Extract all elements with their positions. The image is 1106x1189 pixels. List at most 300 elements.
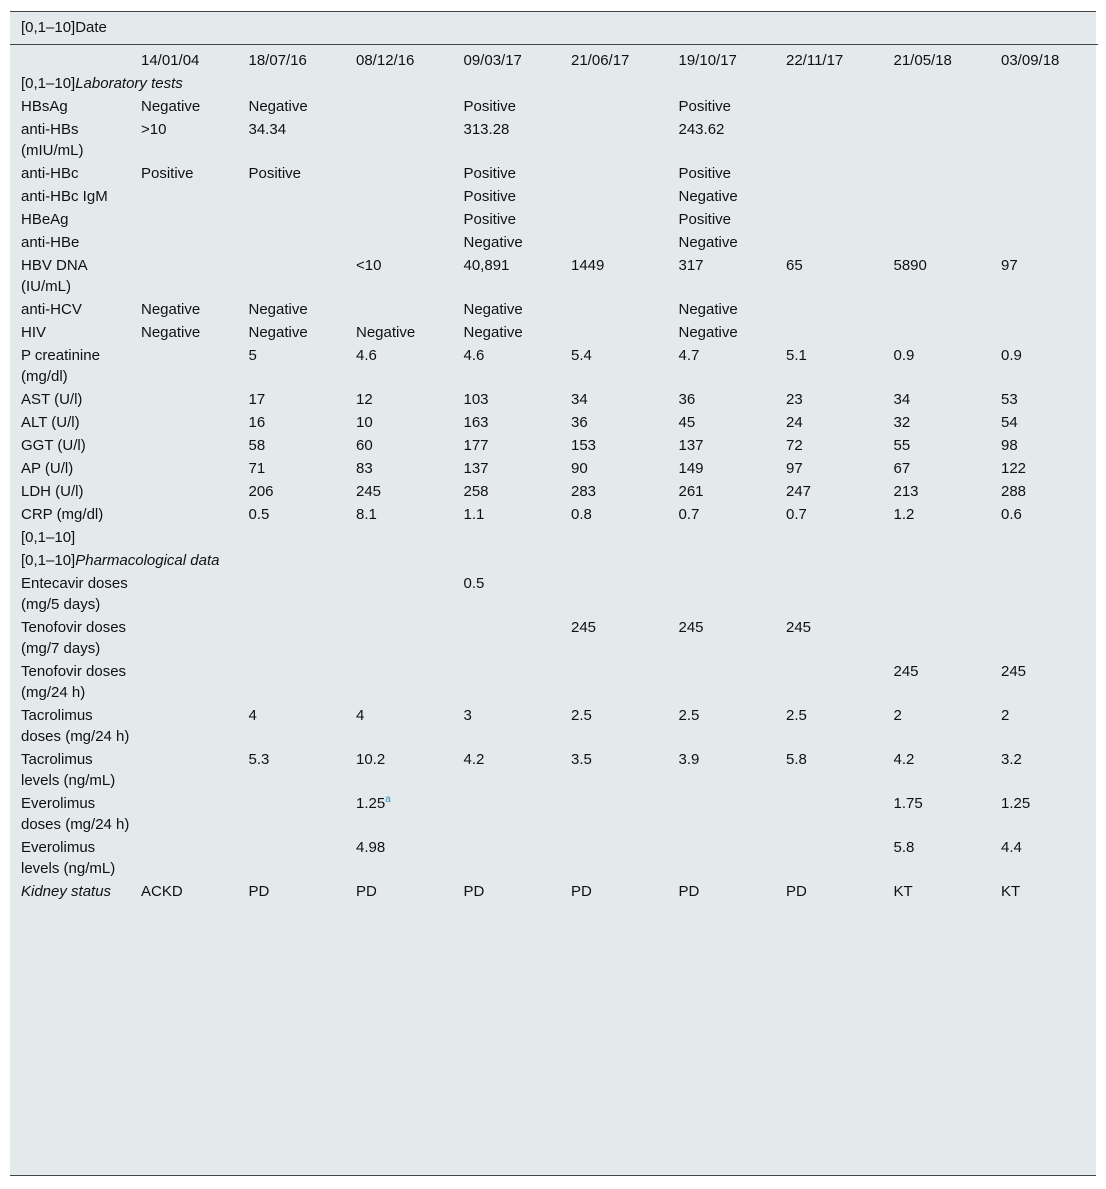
- cell-value: 2: [893, 707, 902, 724]
- cell-value: 90: [571, 460, 588, 477]
- table-cell: [560, 792, 668, 836]
- table-cell: [345, 95, 453, 118]
- table-cell: [990, 388, 1098, 411]
- table-cell: [775, 208, 883, 231]
- table-row: [10, 503, 1098, 526]
- table-cell: [775, 321, 883, 344]
- date-cell: 03/09/18: [1001, 52, 1060, 69]
- table-cell: [668, 298, 776, 321]
- table-cell: [345, 254, 453, 298]
- table-row: [10, 208, 1098, 231]
- row-label: Entecavir doses (mg/5 days): [21, 575, 128, 613]
- cell-value: 5890: [893, 257, 927, 274]
- cell-value: 1.25: [356, 795, 386, 812]
- table-cell: [668, 411, 776, 434]
- table-cell: [130, 660, 238, 704]
- cell-value: PD: [248, 883, 270, 900]
- table-cell: [560, 298, 668, 321]
- table-cell: [345, 660, 453, 704]
- table-cell: [238, 388, 346, 411]
- table-cell: [238, 660, 346, 704]
- table-cell: [453, 321, 561, 344]
- table-row: [10, 411, 1098, 434]
- cell-value: 0.5: [463, 575, 485, 592]
- cell-value: 8.1: [356, 506, 377, 523]
- table-cell: [883, 503, 991, 526]
- table-cell: [238, 880, 346, 903]
- table-cell: [560, 162, 668, 185]
- cell-value: 3.2: [1001, 751, 1022, 768]
- section-title-lab: [10, 72, 1098, 95]
- table-cell: [345, 572, 453, 616]
- table-cell: [130, 231, 238, 254]
- cell-value: 17: [248, 391, 266, 408]
- table-cell: [238, 118, 346, 162]
- cell-value: 288: [1001, 483, 1027, 500]
- cell-value: Negative: [678, 188, 738, 205]
- table-cell: [560, 344, 668, 388]
- table-row: [10, 185, 1098, 208]
- table-cell: [130, 411, 238, 434]
- table-cell: [775, 480, 883, 503]
- cell-value: Positive: [678, 98, 732, 115]
- row-label: HIV: [21, 324, 47, 341]
- table-cell: [883, 411, 991, 434]
- table-cell: [453, 792, 561, 836]
- table-cell: [130, 298, 238, 321]
- cell-value: 149: [678, 460, 704, 477]
- cell-value: 36: [678, 391, 696, 408]
- row-label: HBeAg: [21, 211, 69, 228]
- table-cell: [990, 503, 1098, 526]
- table-cell: [453, 457, 561, 480]
- cell-value: 5.8: [893, 839, 915, 856]
- row-label: LDH (U/l): [21, 483, 84, 500]
- table-cell: [130, 321, 238, 344]
- table-cell: [990, 792, 1098, 836]
- cell-value: Negative: [678, 324, 738, 341]
- table-cell: [775, 660, 883, 704]
- table-row: [10, 880, 1098, 903]
- table-cell: [453, 660, 561, 704]
- table-cell: [883, 748, 991, 792]
- table-cell: [668, 254, 776, 298]
- cell-value: 53: [1001, 391, 1018, 408]
- table-cell: [990, 660, 1098, 704]
- table-cell: [560, 457, 668, 480]
- table-cell: [453, 231, 561, 254]
- cell-value: 34: [571, 391, 588, 408]
- cell-value: 5.8: [786, 751, 807, 768]
- cell-value: 243.62: [678, 121, 725, 138]
- table-cell: [238, 434, 346, 457]
- table-cell: [560, 434, 668, 457]
- cell-value: 97: [786, 460, 803, 477]
- table-cell: [130, 162, 238, 185]
- cell-value: 103: [463, 391, 489, 408]
- table-cell: [668, 457, 776, 480]
- table-cell: [238, 457, 346, 480]
- table-cell: [990, 836, 1098, 880]
- date-header: [0,1–10]Date: [10, 12, 1098, 45]
- table-cell: [668, 704, 776, 748]
- row-label: CRP (mg/dl): [21, 506, 104, 523]
- data-table: [10, 12, 1098, 903]
- table-cell: [775, 95, 883, 118]
- row-label: anti-HBe: [21, 234, 80, 251]
- section-prefix: [0,1–10]: [21, 552, 76, 569]
- table-cell: [130, 792, 238, 836]
- cell-value: 16: [248, 414, 266, 431]
- table-cell: [345, 748, 453, 792]
- table-cell: [453, 480, 561, 503]
- table-row: [10, 616, 1098, 660]
- cell-value: 283: [571, 483, 597, 500]
- table-cell: [883, 162, 991, 185]
- row-label: Tacrolimus doses (mg/24 h): [21, 707, 130, 745]
- table-cell: [668, 434, 776, 457]
- cell-value: 67: [893, 460, 911, 477]
- cell-value: 137: [678, 437, 704, 454]
- cell-value: Positive: [248, 165, 302, 182]
- section-label: Laboratory tests: [75, 75, 183, 92]
- section-label: Pharmacological data: [75, 552, 220, 569]
- table-cell: [130, 704, 238, 748]
- table-cell: [453, 748, 561, 792]
- table-cell: [668, 503, 776, 526]
- table-cell: [990, 231, 1098, 254]
- cell-value: Positive: [463, 211, 517, 228]
- cell-value: Negative: [141, 98, 201, 115]
- cell-value: Negative: [141, 301, 201, 318]
- table-cell: [990, 185, 1098, 208]
- clinical-data-table: [10, 11, 1096, 1176]
- cell-value: 2: [1001, 707, 1010, 724]
- date-cell: 22/11/17: [786, 52, 844, 69]
- table-cell: [345, 344, 453, 388]
- cell-value: 4: [356, 707, 365, 724]
- cell-value: 97: [1001, 257, 1018, 274]
- table-cell: [345, 411, 453, 434]
- table-cell: [345, 434, 453, 457]
- cell-value: Positive: [678, 211, 732, 228]
- row-label: Tacrolimus levels (ng/mL): [21, 751, 116, 789]
- table-cell: [453, 254, 561, 298]
- date-cell: 21/05/18: [893, 52, 952, 69]
- row-label: anti-HBc IgM: [21, 188, 108, 205]
- cell-value: 177: [463, 437, 489, 454]
- table-cell: [668, 660, 776, 704]
- table-cell: [775, 457, 883, 480]
- table-cell: [130, 836, 238, 880]
- dates-row: [10, 45, 1098, 73]
- cell-value: Positive: [141, 165, 194, 182]
- table-cell: [560, 321, 668, 344]
- cell-value: 58: [248, 437, 266, 454]
- cell-value: 0.7: [678, 506, 700, 523]
- cell-value: 247: [786, 483, 812, 500]
- table-cell: [883, 118, 991, 162]
- table-cell: [883, 388, 991, 411]
- cell-value: Positive: [678, 165, 732, 182]
- cell-value: 245: [786, 619, 812, 636]
- table-cell: [345, 792, 453, 836]
- cell-value: 4.6: [463, 347, 485, 364]
- table-cell: [453, 208, 561, 231]
- date-cell: 08/12/16: [356, 52, 415, 69]
- table-cell: [453, 162, 561, 185]
- table-cell: [990, 298, 1098, 321]
- cell-value: 24: [786, 414, 803, 431]
- cell-value: PD: [356, 883, 377, 900]
- table-cell: [238, 185, 346, 208]
- table-cell: [345, 503, 453, 526]
- cell-value: 245: [571, 619, 597, 636]
- table-cell: [560, 118, 668, 162]
- table-cell: [130, 616, 238, 660]
- footnote-marker[interactable]: a: [385, 794, 391, 805]
- cell-value: 60: [356, 437, 373, 454]
- table-cell: [453, 411, 561, 434]
- cell-value: 34.34: [248, 121, 287, 138]
- table-cell: [560, 254, 668, 298]
- cell-value: 137: [463, 460, 489, 477]
- section-marker: [0,1–10]: [21, 529, 76, 546]
- cell-value: Negative: [248, 324, 308, 341]
- cell-value: 4: [248, 707, 257, 724]
- table-cell: [883, 231, 991, 254]
- table-row: [10, 388, 1098, 411]
- cell-value: 98: [1001, 437, 1018, 454]
- date-cell: 14/01/04: [141, 52, 200, 69]
- table-row: [10, 434, 1098, 457]
- table-cell: [345, 457, 453, 480]
- table-cell: [345, 480, 453, 503]
- table-cell: [668, 95, 776, 118]
- cell-value: PD: [678, 883, 700, 900]
- table-row: [10, 457, 1098, 480]
- table-row: [10, 480, 1098, 503]
- cell-value: 32: [893, 414, 911, 431]
- cell-value: 40,891: [463, 257, 510, 274]
- cell-value: Positive: [463, 98, 517, 115]
- cell-value: Negative: [678, 234, 738, 251]
- table-cell: [560, 660, 668, 704]
- table-cell: [775, 836, 883, 880]
- table-cell: [560, 185, 668, 208]
- table-cell: [345, 208, 453, 231]
- cell-value: Positive: [463, 188, 517, 205]
- table-cell: [453, 880, 561, 903]
- table-cell: [668, 231, 776, 254]
- table-cell: [345, 185, 453, 208]
- table-cell: [668, 162, 776, 185]
- table-cell: [238, 792, 346, 836]
- table-cell: [130, 572, 238, 616]
- table-cell: [130, 457, 238, 480]
- table-cell: [238, 344, 346, 388]
- cell-value: KT: [893, 883, 913, 900]
- cell-value: Negative: [678, 301, 738, 318]
- cell-value: 5: [248, 347, 257, 364]
- table-cell: [130, 254, 238, 298]
- table-cell: [238, 298, 346, 321]
- table-row: [10, 344, 1098, 388]
- cell-value: 313.28: [463, 121, 510, 138]
- table-row: [10, 162, 1098, 185]
- cell-value: >10: [141, 121, 167, 138]
- table-cell: [668, 880, 776, 903]
- row-label: anti-HBc: [21, 165, 79, 182]
- table-cell: [883, 704, 991, 748]
- cell-value: 163: [463, 414, 489, 431]
- table-cell: [775, 704, 883, 748]
- section-row-lab: [10, 72, 1098, 95]
- cell-value: 245: [356, 483, 382, 500]
- cell-value: <10: [356, 257, 382, 274]
- table-cell: [238, 411, 346, 434]
- table-cell: [883, 208, 991, 231]
- table-cell: [883, 321, 991, 344]
- table-cell: [668, 321, 776, 344]
- table-cell: [560, 704, 668, 748]
- row-label: GGT (U/l): [21, 437, 86, 454]
- table-cell: [130, 503, 238, 526]
- table-cell: [238, 616, 346, 660]
- table-cell: [453, 503, 561, 526]
- table-cell: [775, 572, 883, 616]
- cell-value: 1449: [571, 257, 605, 274]
- table-row: [10, 118, 1098, 162]
- table-row: [10, 704, 1098, 748]
- table-cell: [453, 344, 561, 388]
- table-cell: [775, 231, 883, 254]
- table-cell: [668, 344, 776, 388]
- row-label: anti-HBs (mIU/mL): [21, 121, 84, 159]
- row-label: ALT (U/l): [21, 414, 80, 431]
- table-cell: [560, 388, 668, 411]
- table-cell: [668, 208, 776, 231]
- cell-value: Negative: [248, 98, 308, 115]
- table-cell: [668, 616, 776, 660]
- cell-value: KT: [1001, 883, 1021, 900]
- cell-value: 258: [463, 483, 489, 500]
- table-cell: [990, 118, 1098, 162]
- row-label: Everolimus levels (ng/mL): [21, 839, 116, 877]
- table-cell: [668, 480, 776, 503]
- row-label: Everolimus doses (mg/24 h): [21, 795, 130, 833]
- table-cell: [130, 95, 238, 118]
- table-cell: [775, 503, 883, 526]
- table-cell: [883, 480, 991, 503]
- cell-value: Negative: [248, 301, 308, 318]
- table-cell: [453, 572, 561, 616]
- section-title-pharm: [10, 549, 1098, 572]
- table-cell: [130, 434, 238, 457]
- table-cell: [345, 162, 453, 185]
- table-cell: [990, 572, 1098, 616]
- cell-value: 0.7: [786, 506, 807, 523]
- table-cell: [560, 208, 668, 231]
- row-label: HBV DNA (IU/mL): [21, 257, 87, 295]
- table-cell: [990, 254, 1098, 298]
- cell-value: 55: [893, 437, 911, 454]
- table-cell: [453, 118, 561, 162]
- cell-value: 261: [678, 483, 704, 500]
- table-row: [10, 231, 1098, 254]
- table-cell: [775, 344, 883, 388]
- table-cell: [560, 836, 668, 880]
- table-row: [10, 660, 1098, 704]
- table-cell: [883, 434, 991, 457]
- cell-value: 245: [1001, 663, 1027, 680]
- table-cell: [990, 162, 1098, 185]
- cell-value: 4.98: [356, 839, 386, 856]
- table-cell: [453, 95, 561, 118]
- table-cell: [775, 388, 883, 411]
- table-cell: [238, 572, 346, 616]
- row-label: anti-HCV: [21, 301, 82, 318]
- table-cell: [453, 298, 561, 321]
- table-cell: [883, 254, 991, 298]
- row-label: Kidney status: [21, 883, 112, 900]
- table-cell: [345, 118, 453, 162]
- cell-value: PD: [463, 883, 485, 900]
- table-cell: [883, 95, 991, 118]
- cell-value: 2.5: [571, 707, 592, 724]
- table-cell: [345, 616, 453, 660]
- table-cell: [990, 704, 1098, 748]
- table-cell: [883, 344, 991, 388]
- cell-value: 0.5: [248, 506, 270, 523]
- table-cell: [990, 616, 1098, 660]
- table-cell: [560, 231, 668, 254]
- cell-value: 3.9: [678, 751, 700, 768]
- table-cell: [990, 411, 1098, 434]
- cell-value: 2.5: [678, 707, 700, 724]
- table-cell: [560, 616, 668, 660]
- cell-value: 1.25: [1001, 795, 1031, 812]
- table-cell: [453, 388, 561, 411]
- table-cell: [668, 836, 776, 880]
- cell-value: 0.8: [571, 506, 592, 523]
- table-cell: [668, 388, 776, 411]
- table-cell: [238, 503, 346, 526]
- cell-value: 153: [571, 437, 597, 454]
- table-cell: [345, 704, 453, 748]
- dates-corner: [10, 45, 130, 73]
- table-cell: [453, 704, 561, 748]
- table-cell: [883, 572, 991, 616]
- table-cell: [990, 480, 1098, 503]
- cell-value: 4.2: [893, 751, 915, 768]
- cell-value: 245: [678, 619, 704, 636]
- cell-value: Negative: [463, 324, 523, 341]
- table-cell: [238, 704, 346, 748]
- cell-value: 5.4: [571, 347, 592, 364]
- table-cell: [130, 185, 238, 208]
- table-cell: [345, 321, 453, 344]
- table-row: [10, 321, 1098, 344]
- cell-value: 206: [248, 483, 274, 500]
- table-cell: [775, 298, 883, 321]
- cell-value: 34: [893, 391, 911, 408]
- cell-value: 23: [786, 391, 803, 408]
- table-cell: [238, 836, 346, 880]
- table-cell: [990, 434, 1098, 457]
- cell-value: 3: [463, 707, 472, 724]
- cell-value: 122: [1001, 460, 1027, 477]
